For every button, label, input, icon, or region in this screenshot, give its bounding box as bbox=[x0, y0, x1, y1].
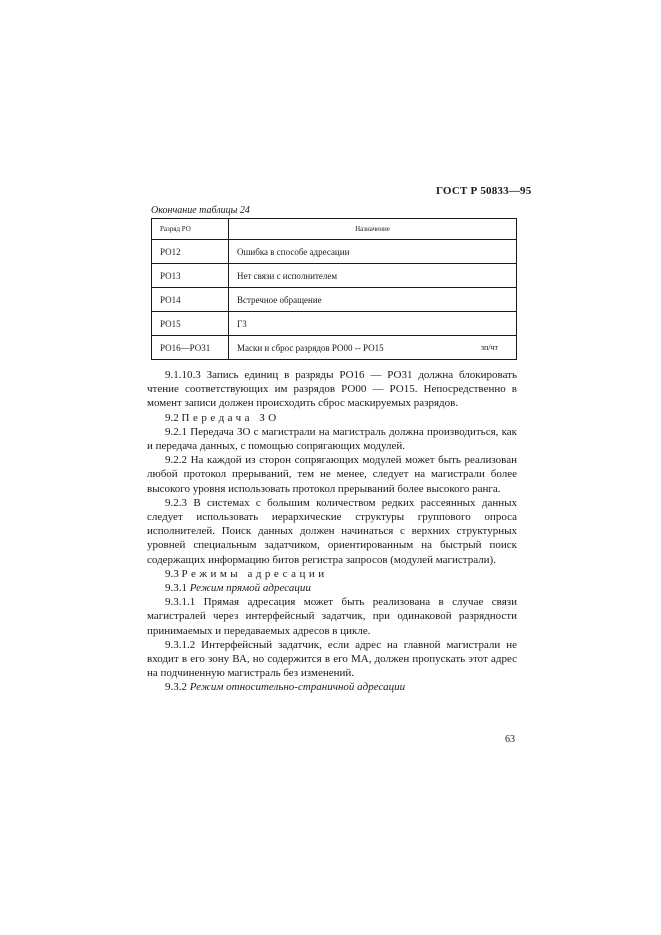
cell-bit: РО15 bbox=[152, 312, 229, 336]
section-heading-9-2 bbox=[147, 411, 517, 425]
subsection-number: 9.3.1 bbox=[165, 582, 187, 595]
cell-purpose: Г3 bbox=[229, 312, 517, 336]
column-header-bit: Разряд РО bbox=[152, 219, 229, 240]
section-title: Передача ЗО bbox=[181, 411, 280, 424]
paragraph-9-3-1-2: 9.3.1.2 Интерфейсный задатчик, если адрес на главной магистрали не входит в его зону ВА, но содержится в его МА, должен пропускать этот адрес на подчиненную магистраль без изменений. bbox=[147, 638, 517, 680]
cell-purpose: Нет связи с исполнителем bbox=[229, 264, 517, 288]
cell-purpose: Маски и сброс разрядов РО00 -- РО15 bbox=[237, 342, 384, 353]
paragraph-9-1-10-3: 9.1.10.3 Запись единиц в разряды РО16 — РО31 должна блокировать чтение соответствующих им разрядов РО00 — РО15. Непосредственно в момент записи должен происходить сброс маскируемых разрядов. bbox=[147, 369, 517, 410]
section-number: 9.3 bbox=[165, 567, 179, 580]
table-header-row bbox=[152, 219, 517, 240]
table-row bbox=[152, 336, 517, 360]
section-number: 9.2 bbox=[165, 411, 179, 424]
subsection-title: Режим относительно-страничной адресации bbox=[189, 681, 406, 694]
table-caption: Окончание таблицы 24 bbox=[151, 205, 250, 216]
table-row bbox=[152, 288, 517, 312]
paragraph-9-2-1: 9.2.1 Передача ЗО с магистрали на магистраль должна производиться, как и передача данных, с помощью сопрягающих модулей. bbox=[147, 425, 517, 453]
cell-purpose-with-note bbox=[229, 336, 517, 360]
subsection-heading-9-3-1 bbox=[147, 581, 517, 595]
cell-bit: РО12 bbox=[152, 240, 229, 264]
paragraph-9-2-3: 9.2.3 В системах с большим количеством редких рассеянных данных следует использовать иерархические структуры группового опроса исполнителей. Поиск данных должен начинаться с верхних структурных уровней специальным задатчиком, ориентированным на быстрый поиск содержащих информацию битов регистра запросов (модулей магистрали). bbox=[147, 496, 517, 566]
section-heading-9-3 bbox=[147, 567, 517, 581]
cell-bit: РО16—РО31 bbox=[152, 336, 229, 360]
access-mode-note: зп/чт bbox=[480, 342, 498, 352]
subsection-heading-9-3-2 bbox=[147, 680, 517, 694]
bit-assignment-table bbox=[151, 218, 517, 360]
table-row bbox=[152, 312, 517, 336]
table-row bbox=[152, 240, 517, 264]
paragraph-9-3-1-1: 9.3.1.1 Прямая адресация может быть реализована в случае связи магистралей через интерфейсный задатчик, при одинаковой разрядности принимаемых и передаваемых адресов в цикле. bbox=[147, 596, 517, 637]
document-code: ГОСТ Р 50833—95 bbox=[436, 185, 532, 197]
cell-bit: РО13 bbox=[152, 264, 229, 288]
table-row bbox=[152, 264, 517, 288]
cell-purpose: Ошибка в способе адресации bbox=[229, 240, 517, 264]
section-title: Режимы адресации bbox=[181, 567, 328, 580]
subsection-number: 9.3.2 bbox=[165, 681, 187, 694]
column-header-purpose: Назначение bbox=[229, 219, 517, 240]
paragraph-9-2-2: 9.2.2 На каждой из сторон сопрягающих модулей может быть реализован любой протокол прерываний, тем не менее, следует на магистрали более высокого уровня использовать протокол прерываний более высокого ранга. bbox=[147, 454, 517, 495]
subsection-title: Режим прямой адресации bbox=[189, 582, 311, 595]
cell-bit: РО14 bbox=[152, 288, 229, 312]
body-text bbox=[147, 368, 517, 695]
page-number: 63 bbox=[505, 734, 515, 745]
cell-purpose: Встречное обращение bbox=[229, 288, 517, 312]
